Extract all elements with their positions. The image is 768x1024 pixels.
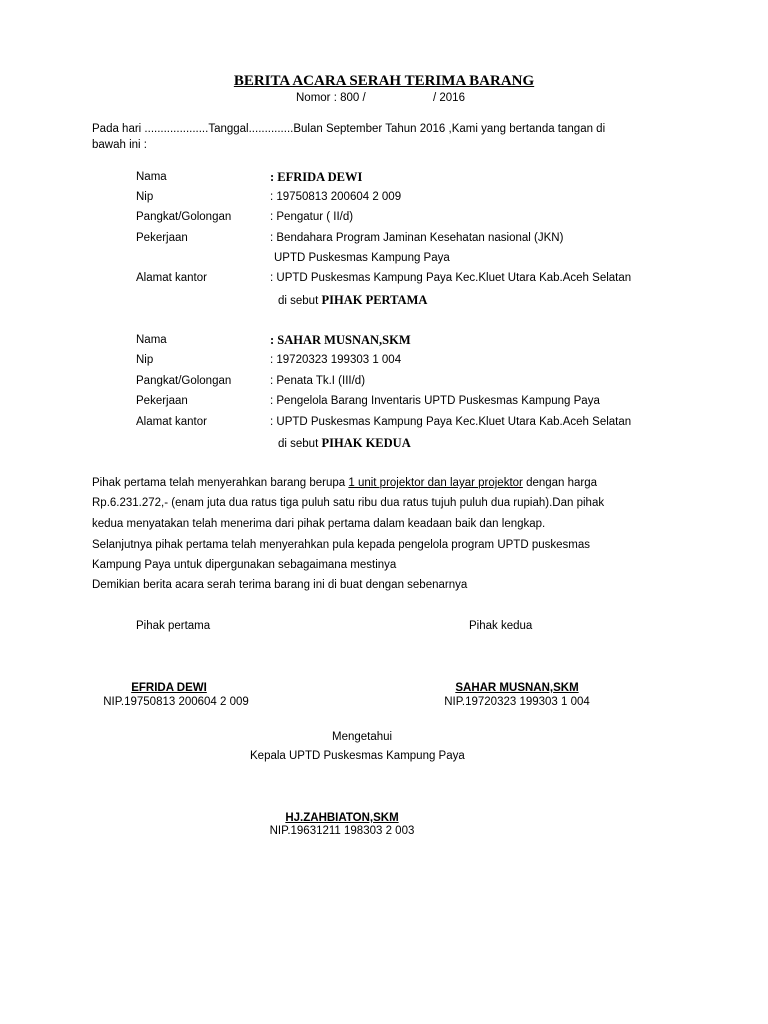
body-line-4: Selanjutnya pihak pertama telah menyerahkan pula kepada pengelola program UPTD puskesmas xyxy=(92,539,590,551)
item-description: 1 unit projektor dan layar projektor xyxy=(348,477,523,489)
sebut-pihak-kedua xyxy=(278,436,411,451)
sebut-prefix: di sebut xyxy=(278,295,319,307)
label-pekerjaan: Pekerjaan xyxy=(136,395,188,407)
signature-nip-right: NIP.19720323 199303 1 004 xyxy=(444,696,590,708)
nomor-label: Nomor : 800 / xyxy=(296,92,366,104)
value-alamat: : UPTD Puskesmas Kampung Paya Kec.Kluet Utara Kab.Aceh Selatan xyxy=(270,272,632,284)
body-line-6: Demikian berita acara serah terima barang ini di buat dengan sebenarnya xyxy=(92,579,468,591)
sebut-pihak-pertama xyxy=(278,293,427,308)
value-alamat: : UPTD Puskesmas Kampung Paya Kec.Kluet Utara Kab.Aceh Selatan xyxy=(270,416,632,428)
value-nama: : SAHAR MUSNAN,SKM xyxy=(270,333,411,347)
label-pangkat: Pangkat/Golongan xyxy=(136,375,232,387)
value-pangkat: : Pengatur ( II/d) xyxy=(270,211,354,223)
kepala-title: Kepala UPTD Puskesmas Kampung Paya xyxy=(250,750,465,762)
value-nip: : 19750813 200604 2 009 xyxy=(270,191,402,203)
mengetahui-label: Mengetahui xyxy=(332,731,393,743)
value-pangkat: : Penata Tk.I (III/d) xyxy=(270,375,366,387)
intro-line-1: Pada hari ....................Tanggal..............Bulan September Tahun 2016 ,Kami yang bertanda tangan di xyxy=(92,123,606,135)
value-pekerjaan-2: UPTD Puskesmas Kampung Paya xyxy=(274,252,450,264)
body-line-5: Kampung Paya untuk dipergunakan sebagaimana mestinya xyxy=(92,559,397,571)
intro-line-2: bawah ini : xyxy=(92,139,147,151)
document-title: BERITA ACARA SERAH TERIMA BARANG xyxy=(233,73,535,89)
signature-heading-right: Pihak kedua xyxy=(469,620,533,632)
signature-heading-left: Pihak pertama xyxy=(136,620,211,632)
signature-name-left: EFRIDA DEWI xyxy=(131,682,207,694)
body-line-1-post: dengan harga xyxy=(522,477,598,489)
value-pekerjaan: : Pengelola Barang Inventaris UPTD Puskesmas Kampung Paya xyxy=(270,395,600,407)
label-nip: Nip xyxy=(136,354,154,366)
label-alamat: Alamat kantor xyxy=(136,272,207,284)
signature-name-right: SAHAR MUSNAN,SKM xyxy=(455,682,579,694)
nomor-suffix: / 2016 xyxy=(433,92,465,104)
sebut-role: PIHAK KEDUA xyxy=(321,436,411,450)
label-nama: Nama xyxy=(136,171,167,183)
body-line-2: Rp.6.231.272,- (enam juta dua ratus tiga puluh satu ribu dua ratus tujuh puluh dua rupiah).Dan pihak xyxy=(92,497,605,509)
value-nip: : 19720323 199303 1 004 xyxy=(270,354,402,366)
label-pangkat: Pangkat/Golongan xyxy=(136,211,232,223)
value-nama: : EFRIDA DEWI xyxy=(270,170,363,184)
body-line-1 xyxy=(92,477,597,489)
sebut-prefix: di sebut xyxy=(278,438,319,450)
label-nama: Nama xyxy=(136,334,167,346)
signature-nip-left: NIP.19750813 200604 2 009 xyxy=(103,696,249,708)
value-pekerjaan-1: : Bendahara Program Jaminan Kesehatan nasional (JKN) xyxy=(270,232,564,244)
label-nip: Nip xyxy=(136,191,154,203)
sebut-role: PIHAK PERTAMA xyxy=(321,293,428,307)
label-pekerjaan: Pekerjaan xyxy=(136,232,188,244)
signature-nip-kepala: NIP.19631211 198303 2 003 xyxy=(269,825,415,837)
signature-name-kepala: HJ.ZAHBIATON,SKM xyxy=(285,812,399,824)
label-alamat: Alamat kantor xyxy=(136,416,207,428)
body-line-1-pre: Pihak pertama telah menyerahkan barang berupa xyxy=(92,477,349,489)
body-line-3: kedua menyatakan telah menerima dari pihak pertama dalam keadaan baik dan lengkap. xyxy=(92,518,546,530)
